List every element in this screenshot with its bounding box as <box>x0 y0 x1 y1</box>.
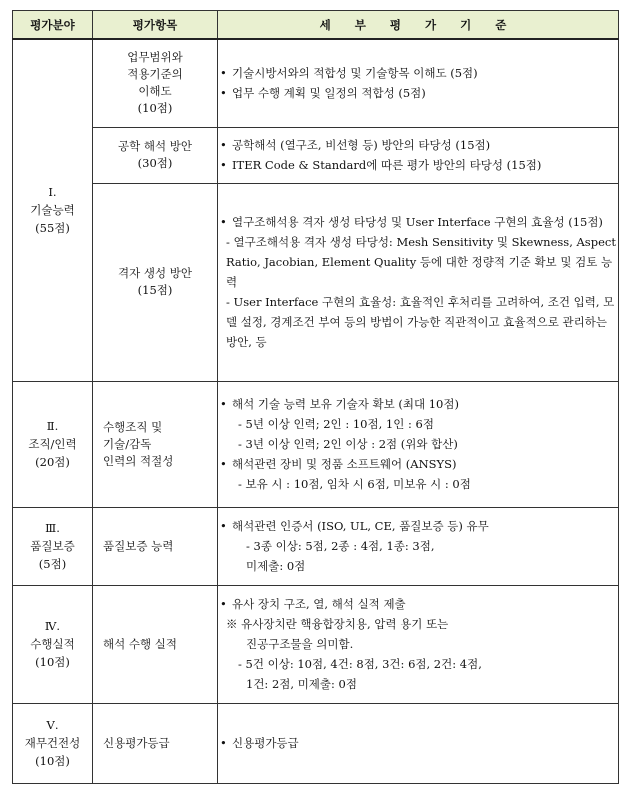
header-item: 평가항목 <box>93 11 218 40</box>
criteria-subline: 1건: 2점, 미제출: 0점 <box>246 677 357 691</box>
area-line: I. <box>48 185 57 200</box>
area-line: (20점) <box>35 455 70 469</box>
item-line: 업무범위와 <box>127 50 183 65</box>
table-row <box>13 127 619 183</box>
area-cell <box>13 507 93 585</box>
area-cell <box>13 381 93 507</box>
criteria-subline: - 5년 이상 인력; 2인 : 10점, 1인 : 6점 <box>238 417 434 431</box>
area-line: (55점) <box>35 221 70 236</box>
item-line: 인력의 적절성 <box>103 453 174 468</box>
header-area: 평가분야 <box>13 11 93 40</box>
criteria-subline: 진공구조물을 의미함. <box>246 637 354 651</box>
item-line: 신용평가등급 <box>103 735 170 750</box>
area-line: 조직/인력 <box>28 437 77 451</box>
area-line: Ⅱ. <box>46 419 59 433</box>
area-cell <box>13 703 93 783</box>
area-cell <box>13 39 93 381</box>
table-body <box>13 11 619 784</box>
criteria-subline: - 3종 이상: 5점, 2종 : 4점, 1종: 3점, <box>246 539 435 553</box>
header-criteria: 세 부 평 가 기 준 <box>218 11 619 40</box>
item-cell <box>93 585 218 703</box>
item-cell <box>93 183 218 381</box>
item-cell <box>93 507 218 585</box>
header-row <box>13 11 619 40</box>
item-line: (10점) <box>137 101 173 116</box>
area-line: 품질보증 <box>30 539 75 553</box>
item-line: (30점) <box>137 156 173 170</box>
item-line: 품질보증 능력 <box>103 538 174 553</box>
item-line: 이해도 <box>138 84 172 99</box>
criteria-bullet: • 공학해석 (열구조, 비선형 등) 방안의 타당성 (15점) <box>218 135 618 155</box>
criteria-bullet: • ITER Code & Standard에 따른 평가 방안의 타당성 (15점) <box>218 155 618 175</box>
criteria-cell <box>218 507 619 585</box>
criteria-bullet: • 신용평가등급 <box>218 733 618 753</box>
area-line: (5점) <box>38 557 67 571</box>
criteria-cell <box>218 183 619 381</box>
criteria-cell <box>218 381 619 507</box>
criteria-subline: ※ 유사장치란 핵융합장치용, 압력 용기 또는 <box>226 617 449 631</box>
table-row <box>13 585 619 703</box>
area-line: (10점) <box>35 655 70 669</box>
item-cell <box>93 703 218 783</box>
criteria-subline: - 5건 이상: 10점, 4건: 8점, 3건: 6점, 2건: 4점, <box>238 657 482 671</box>
criteria-bullet: • 해석 기술 능력 보유 기술자 확보 (최대 10점) <box>218 394 618 414</box>
area-cell <box>13 585 93 703</box>
criteria-cell <box>218 39 619 127</box>
criteria-cell <box>218 703 619 783</box>
table-row <box>13 39 619 127</box>
item-line: (15점) <box>137 283 173 297</box>
criteria-subline: - 보유 시 : 10점, 임차 시 6점, 미보유 시 : 0점 <box>238 477 471 491</box>
area-line: 수행실적 <box>30 637 75 651</box>
table-row <box>13 183 619 381</box>
item-line: 공학 해석 방안 <box>118 139 192 153</box>
criteria-subline: - 3년 이상 인력; 2인 이상 : 2점 (위와 합산) <box>238 437 458 451</box>
area-line: Ⅲ. <box>45 521 60 535</box>
area-line: 재무건전성 <box>24 736 81 750</box>
item-line: 수행조직 및 <box>103 419 163 434</box>
criteria-cell <box>218 127 619 183</box>
criteria-bullet: • 유사 장치 구조, 열, 해석 실적 제출 <box>218 594 618 614</box>
item-line: 격자 생성 방안 <box>118 266 192 280</box>
area-line: Ⅳ. <box>44 619 61 633</box>
item-line: 해석 수행 실적 <box>103 636 177 651</box>
item-cell <box>93 381 218 507</box>
criteria-subline: - User Interface 구현의 효율성: 효율적인 후처리를 고려하여, 조건 입력, 모델 설정, 경계조건 부여 등의 방법이 가능한 직관적이고 효율적으로 관리하는 방안, 등 <box>226 295 615 349</box>
area-line: Ⅴ. <box>46 718 59 732</box>
area-line: 기술능력 <box>30 203 75 218</box>
criteria-cell <box>218 585 619 703</box>
criteria-bullet: • 해석관련 인증서 (ISO, UL, CE, 품질보증 등) 유무 <box>218 516 618 536</box>
area-line: (10점) <box>35 754 70 768</box>
item-cell <box>93 39 218 127</box>
table-row <box>13 703 619 783</box>
evaluation-criteria-table <box>12 10 619 784</box>
criteria-bullet: • 업무 수행 계획 및 일정의 적합성 (5점) <box>218 83 618 103</box>
table-row <box>13 507 619 585</box>
item-line: 기술/감독 <box>103 436 152 451</box>
criteria-bullet: • 열구조해석용 격자 생성 타당성 및 User Interface 구현의 효율성 (15점) <box>218 212 618 232</box>
item-line: 적용기준의 <box>127 67 183 82</box>
criteria-subline: - 열구조해석용 격자 생성 타당성: Mesh Sensitivity 및 Skewness, Aspect Ratio, Jacobian, Element Quality 등에 대한 정량적 기준 확보 및 검토 능력 <box>226 235 616 289</box>
criteria-bullet: • 기술시방서와의 적합성 및 기술항목 이해도 (5점) <box>218 63 618 83</box>
item-cell <box>93 127 218 183</box>
table-row <box>13 381 619 507</box>
criteria-subline: 미제출: 0점 <box>246 559 306 573</box>
criteria-bullet: • 해석관련 장비 및 정품 소프트웨어 (ANSYS) <box>218 454 618 474</box>
